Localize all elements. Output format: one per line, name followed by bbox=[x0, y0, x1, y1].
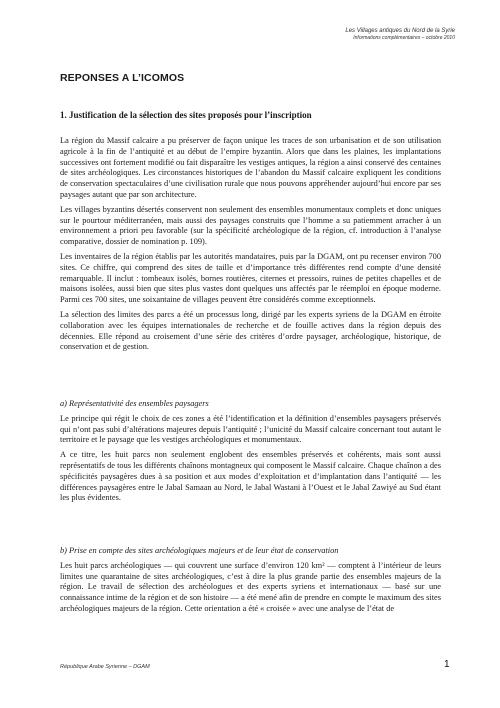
paragraph: Le principe qui régit le choix de ces zones a été l’identification et la définition d’ensembles paysagers préservés qui n’ont pas subi d’altérations majeures depuis l’antiquité ; l’unicité du Massif calcaire concernant tout autant le territoire et le paysage que les vestiges archéologiques et monumentaux. bbox=[60, 413, 441, 445]
section-heading: 1. Justification de la sélection des sites proposés pour l’inscription bbox=[60, 110, 312, 120]
paragraph: Les huit parcs archéologiques — qui couvrent une surface d’environ 120 km² — comptent à l’intérieur de leurs limites une quarantaine de sites archéologiques, c’est à dire la plus grande partie des ensembles majeurs de la région. Le travail de sélection des archéologues et des experts syriens et internationaux — basé sur une connaissance intime de la région et de son histoire — a été mené afin de prendre en compte le maximum des sites archéologiques majeurs de la région. Cette orientation a été « croisée » avec une analyse de l’état de bbox=[60, 560, 441, 613]
paragraph: La région du Massif calcaire a pu préserver de façon unique les traces de son urbanisation et de son utilisation agricole à la fin de l’antiquité et au début de l’empire byzantin. Alors que dans les plaines, les implantations successives ont fortement modifié ou fait disparaître les vestiges antiques, la région a ainsi conservé des centaines de sites archéologiques. Les circonstances historiques de l’abandon du Massif calcaire expliquent les conditions de conservation spectaculaires d’une civilisation rurale que nous pouvons appréhender aujourd’hui encore par ses paysages autant que par son architecture. bbox=[60, 136, 441, 199]
subsection-a bbox=[60, 399, 441, 508]
paragraph: La sélection des limites des parcs a été un processus long, dirigé par les experts syriens de la DGAM en étroite collaboration avec les équipes internationales de recherche et de fouille actives dans la région depuis des décennies. Elle répond au croisement d’une série des critères d’ordre paysager, archéologique, historique, de conservation et de gestion. bbox=[60, 309, 441, 352]
footer-text: République Arabe Syrienne – DGAM bbox=[60, 664, 150, 670]
header-title: Les Villages antiques du Nord de la Syrie bbox=[345, 28, 455, 34]
subsection-b bbox=[60, 546, 441, 619]
paragraph: Les villages byzantins désertés conservent non seulement des ensembles monumentaux complets et donc uniques sur le pourtour méditerranéen, mais aussi des paysages construits que l’homme a su patiemment arracher à un environnement a priori peu favorable (sur la spécificité archéologique de la région, cf. introduction à l’analyse comparative, dossier de nomination p. 109). bbox=[60, 204, 441, 247]
subsection-heading: a) Représentativité des ensembles paysagers bbox=[60, 399, 209, 408]
subsection-heading: b) Prise en compte des sites archéologiques majeurs et de leur état de conservation bbox=[60, 546, 339, 555]
page-title: REPONSES A L’ICOMOS bbox=[60, 72, 185, 84]
paragraph: A ce titre, les huit parcs non seulement englobent des ensembles préservés et cohérents, mais sont aussi représentatifs de tous les différents chaînons montagneux qui composent le Massif calcaire. Chaque chaînon a des spécificités paysagères dues à sa position et aux modes d’exploitation et d’implantation dans l’antiquité — les différences paysagères entre le Jabal Samaan au Nord, le Jabal Wastani à l’Ouest et le Jabal Zawiyé au Sud étant les plus évidentes. bbox=[60, 450, 441, 503]
paragraph: Les inventaires de la région établis par les autorités mandataires, puis par la DGAM, ont pu recenser environ 700 sites. Ce chiffre, qui comprend des sites de taille et d’importance très différentes rend compte d’une densité remarquable. Il inclut : tombeaux isolés, bornes routières, citernes et pressoirs, ruines de petites chapelles et de maisons isolées, aussi bien que sites plus vastes dont quelques uns affectés par le réemploi en époque moderne. Parmi ces 700 sites, une soixantaine de villages peuvent être considérés comme exceptionnels. bbox=[60, 251, 441, 305]
running-header bbox=[345, 27, 455, 42]
section-body bbox=[60, 136, 441, 357]
page-number: 1 bbox=[444, 659, 450, 670]
header-subtitle: Informations complémentaires – octobre 2010 bbox=[353, 35, 455, 41]
